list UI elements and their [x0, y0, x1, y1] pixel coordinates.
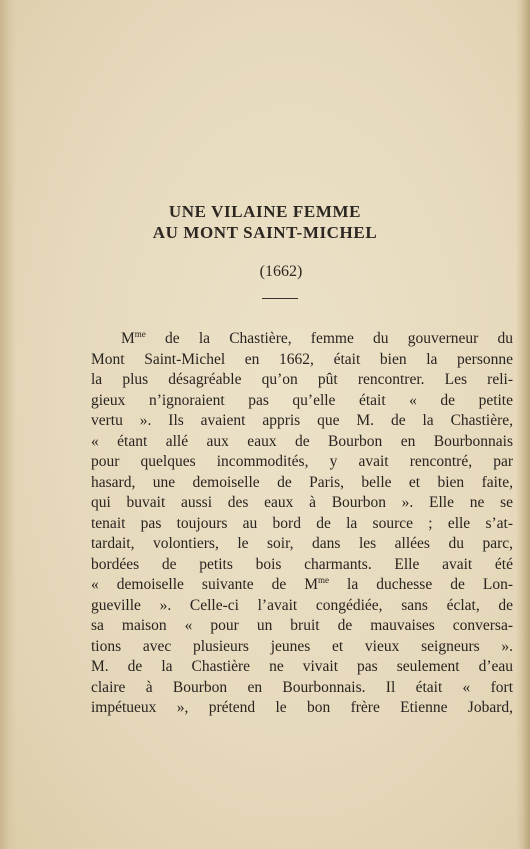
paragraph-line: sa maison « pour un bruit de mauvaises conversa- [91, 617, 513, 634]
paragraph-line: qui buvait aussi des eaux à Bourbon ». Elle ne se [91, 494, 513, 511]
superscript: me [134, 329, 146, 339]
paragraph-line: hasard, une demoiselle de Paris, belle et bien faite, [91, 473, 513, 491]
paragraph-line: gueville ». Celle-ci l’avait congédiée, sans éclat, de [91, 596, 513, 614]
paragraph-line: gieux n’ignoraient pas qu’elle était « de petite [91, 391, 513, 409]
chapter-date: (1662) [259, 263, 303, 280]
paragraph-line: vertu ». Ils avaient appris que M. de la Chastière, [91, 412, 513, 429]
paragraph-line: $M^{me}$ de la Chastière, femme du gouverneur du [121, 329, 513, 347]
paragraph-line: claire à Bourbon en Bourbonnais. Il était « fort [91, 678, 513, 696]
paragraph-line: « étant allé aux eaux de Bourbon en Bourbonnais [91, 432, 513, 450]
paragraph-line: pour quelques incommodités, y avait rencontré, par [91, 453, 513, 470]
paragraph-line: la plus désagréable qu’on pût rencontrer. Les reli- [91, 371, 513, 388]
body-paragraph [91, 329, 513, 719]
paragraph-line: Mont Saint-Michel en 1662, était bien la personne [91, 350, 513, 368]
title-divider [262, 298, 298, 299]
paragraph-line: tenait pas toujours au bord de la source ; elle s’at- [91, 514, 513, 532]
paragraph-line: tardait, volontiers, le soir, dans les allées du parc, [91, 535, 513, 552]
paragraph-line: M. de la Chastière ne vivait pas seulement d’eau [91, 658, 513, 675]
page-edge-right [516, 0, 530, 849]
page-edge-left [0, 0, 16, 849]
paragraph-line: bordées de petits bois charmants. Elle avait été [91, 555, 513, 573]
paragraph-line: « demoiselle suivante de $M^{me}$ la duchesse de Lon- [91, 575, 513, 593]
paragraph-line: tions avec plusieurs jeunes et vieux seigneurs ». [91, 637, 513, 655]
chapter-title-line-1: UNE VILAINE FEMME [168, 202, 362, 221]
superscript: me [318, 575, 330, 585]
paragraph-line: impétueux », prétend le bon frère Etienne Jobard, [91, 699, 513, 716]
chapter-title-line-2: AU MONT SAINT-MICHEL [152, 223, 378, 242]
